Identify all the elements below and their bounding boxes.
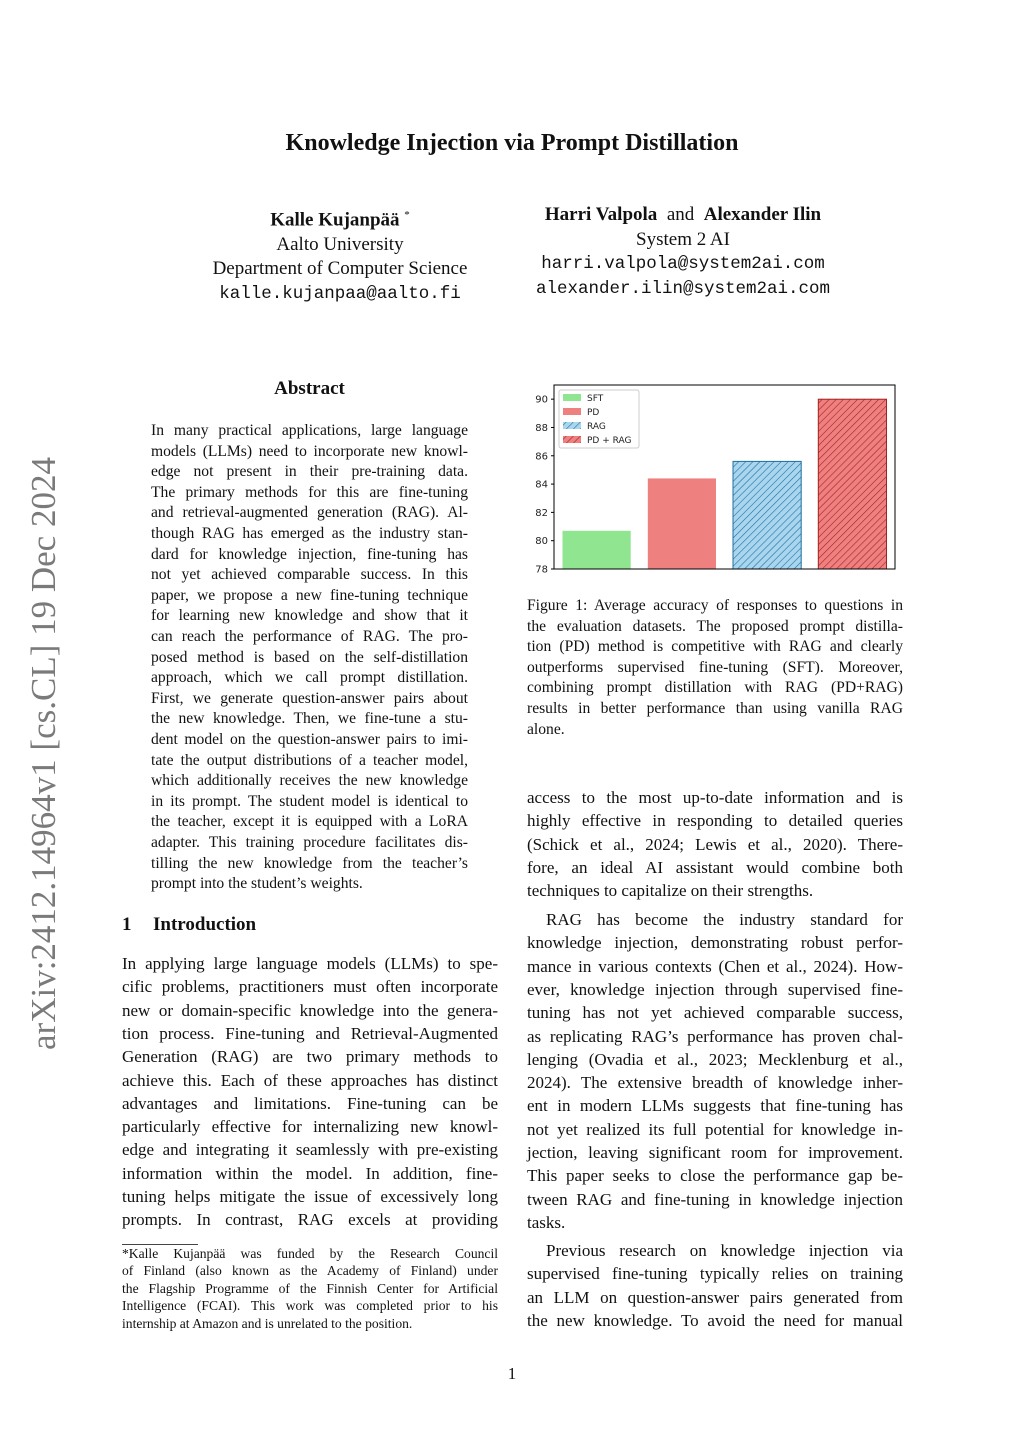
body-line-with-citations: 2024). The extensive breadth of knowledge inher- <box>527 1073 903 1093</box>
figure-1-bar-chart <box>527 383 900 575</box>
legend-label: PD <box>587 408 600 418</box>
abstract-line: and retrieval-augmented generation (RAG). Al- <box>151 504 468 522</box>
author-block-left <box>190 203 490 306</box>
body-line: tween RAG and fine-tuning in knowledge injection <box>527 1189 903 1209</box>
author-name-valpola: Harri Valpola <box>544 204 658 225</box>
bar-pd <box>648 478 716 569</box>
body-line: not yet realized its full potential for knowledge in- <box>527 1119 903 1139</box>
body-line: the new knowledge. To avoid the need for manual <box>527 1310 903 1330</box>
caption-line: combining prompt distillation with RAG (PD+RAG) <box>527 679 903 697</box>
body-line: supervised fine-tuning typically relies on training <box>527 1264 903 1284</box>
abstract-line: can reach the performance of RAG. The pro- <box>151 628 468 645</box>
y-tick-label: 78 <box>535 564 548 575</box>
legend-swatch <box>563 408 581 415</box>
legend-swatch <box>563 394 581 401</box>
abstract-line: dard for knowledge injection, fine-tuning has <box>151 545 468 563</box>
body-line: access to the most up-to-date information and is <box>527 788 903 807</box>
figure-caption <box>527 597 903 747</box>
footnote-line: Intelligence (FCAI). This work was completed prior to his <box>122 1298 498 1314</box>
abstract-line: not yet achieved comparable success. In this <box>151 566 468 584</box>
section-heading-introduction <box>122 914 256 936</box>
section-title: Introduction <box>153 914 257 935</box>
abstract-line: the teacher, except it is equipped with a LoRA <box>151 813 468 831</box>
body-line: techniques to capitalize on their strengths. <box>527 881 814 901</box>
abstract-line: tate the output distributions of a teacher model, <box>151 751 468 769</box>
y-tick-label: 80 <box>535 536 548 548</box>
abstract-line: In many practical applications, large language <box>151 422 468 439</box>
y-tick-label: 90 <box>535 394 548 406</box>
footnote-line: the Flagship Programme of the Finnish Center for Artificial <box>122 1280 498 1296</box>
abstract-line: which additionally receives the new knowledge <box>151 772 468 790</box>
y-tick-label: 82 <box>535 507 548 519</box>
abstract-line: though RAG has emerged as the industry stan- <box>151 525 468 542</box>
body-line: In applying large language models (LLMs) to spe- <box>122 954 498 973</box>
y-tick-label: 88 <box>535 422 548 434</box>
legend-swatch <box>563 436 581 443</box>
caption-line: alone. <box>527 720 565 738</box>
author-email-ilin[interactable]: alexander.ilin@system2ai.com <box>535 278 831 299</box>
body-line: tasks. <box>527 1212 566 1232</box>
body-line: advantages and limitations. Fine-tuning can be <box>122 1093 498 1113</box>
body-line: tuning helps mitigate the issue of excessively long <box>122 1187 498 1206</box>
intro-column-left <box>122 954 498 1239</box>
body-line-with-citations: (Schick et al., 2024; Lewis et al., 2020). There- <box>527 834 903 854</box>
author-affiliation: Aalto University <box>276 233 404 255</box>
footnote-line: internship at Amazon and is unrelated to the position. <box>122 1315 413 1331</box>
section-number: 1 <box>122 914 132 935</box>
body-line-with-citations: lenging (Ovadia et al., 2023; Mecklenburg et al., <box>527 1049 903 1069</box>
author-name-ilin: Alexander Ilin <box>703 204 822 225</box>
abstract-line: dent model on the question-answer pairs to imi- <box>151 731 468 748</box>
legend-swatch <box>563 422 581 429</box>
body-line: new or domain-specific knowledge into the genera- <box>122 1000 498 1020</box>
body-line: particularly effective for internalizing new knowl- <box>122 1117 498 1137</box>
abstract-line: the new knowledge. Then, we fine-tune a stu- <box>151 710 468 728</box>
caption-line: results in better performance than using vanilla RAG <box>527 700 903 717</box>
y-tick-label: 86 <box>535 451 548 463</box>
caption-line: the evaluation datasets. The proposed prompt distilla- <box>527 617 903 635</box>
abstract-line: The primary methods for this are fine-tuning <box>151 483 468 501</box>
arxiv-side-stamp: arXiv:2412.14964v1 [cs.CL] 19 Dec 2024 <box>24 457 63 1050</box>
abstract-body <box>151 422 468 902</box>
body-line: tion process. Fine-tuning and Retrieval-Augmented <box>122 1023 498 1043</box>
caption-line: outperforms supervised fine-tuning (SFT). Moreover, <box>527 658 903 676</box>
body-line: achieve this. Each of these approaches has distinct <box>122 1070 498 1090</box>
body-line: as replicating RAG’s performance has proven chal- <box>527 1026 903 1046</box>
page-number: 1 <box>507 1364 517 1383</box>
caption-line: tion (PD) method is competitive with RAG and clearly <box>527 638 903 656</box>
body-line: Generation (RAG) are two primary methods to <box>122 1047 498 1067</box>
bar-rag <box>733 461 801 569</box>
body-line: cific problems, practitioners must often incorporate <box>122 977 498 997</box>
body-line: ent in modern LLMs suggests that fine-tuning has <box>527 1096 903 1116</box>
abstract-line: adapter. This training procedure facilitates dis- <box>151 834 468 851</box>
footnote-rule <box>122 1244 198 1245</box>
body-line: information within the model. In addition, fine- <box>122 1163 498 1183</box>
body-line: fore, an ideal AI assistant would combine both <box>527 857 903 877</box>
abstract-line: models (LLMs) need to incorporate new knowl- <box>151 442 468 460</box>
body-line: prompts. In contrast, RAG excels at providing <box>122 1210 498 1230</box>
body-line: ever, knowledge injection through supervised fine- <box>527 979 903 999</box>
abstract-line: tilling the new knowledge from the teacher’s <box>151 854 468 872</box>
author-department: Department of Computer Science <box>212 258 468 280</box>
footnote-line: of Finland (also known as the Academy of Finland) under <box>122 1263 498 1279</box>
intro-column-right <box>527 788 903 1338</box>
legend-label: RAG <box>587 422 606 432</box>
body-line-with-citations: mance in various contexts (Chen et al., 2024). How- <box>527 956 903 976</box>
legend-label: PD + RAG <box>587 436 632 446</box>
body-line: Previous research on knowledge injection via <box>546 1241 903 1260</box>
body-line: knowledge injection, demonstrating robust perfor- <box>527 933 903 953</box>
author-block-right <box>508 203 858 301</box>
caption-line: Figure 1: Average accuracy of responses to questions in <box>527 597 903 614</box>
body-line: This paper seeks to close the performance gap be- <box>527 1166 903 1186</box>
legend-label: SFT <box>587 394 604 404</box>
y-tick-label: 84 <box>535 479 548 491</box>
abstract-line: edge not present in their pre-training data. <box>151 463 468 481</box>
paper-title: Knowledge Injection via Prompt Distillation <box>285 130 739 156</box>
abstract-line: approach, which we call prompt distillation. <box>151 669 468 687</box>
author-email-valpola[interactable]: harri.valpola@system2ai.com <box>541 254 825 274</box>
author-email[interactable]: kalle.kujanpaa@aalto.fi <box>219 283 461 304</box>
body-line: an LLM on question-answer pairs generated from <box>527 1287 903 1307</box>
author-affiliation: System 2 AI <box>636 228 730 250</box>
footnote-mark: * <box>404 209 410 221</box>
footnote-line: *Kalle Kujanpää was funded by the Research Council <box>122 1246 498 1261</box>
abstract-line: posed method is based on the self-distillation <box>151 648 468 666</box>
body-line: jection, leaving significant room for improvement. <box>527 1143 903 1162</box>
abstract-line: paper, we propose a new fine-tuning technique <box>151 586 468 604</box>
footnote <box>122 1246 498 1336</box>
body-line: highly effective in responding to detailed queries <box>527 811 903 831</box>
abstract-line: in its prompt. The student model is identical to <box>151 792 468 810</box>
body-line: tuning has not yet achieved comparable success, <box>527 1003 903 1023</box>
body-line: RAG has become the industry standard for <box>546 910 903 929</box>
bar-pd-rag <box>818 399 886 569</box>
abstract-line: First, we generate question-answer pairs about <box>151 689 468 707</box>
author-name: Kalle Kujanpää <box>270 209 400 231</box>
abstract-heading: Abstract <box>274 378 345 399</box>
abstract-line: for learning new knowledge and show that it <box>151 607 468 625</box>
bar-sft <box>563 531 631 569</box>
abstract-line: prompt into the student’s weights. <box>151 875 363 893</box>
body-line: edge and integrating it seamlessly with pre-existing <box>122 1140 498 1160</box>
author-conjunction: and <box>666 204 695 225</box>
